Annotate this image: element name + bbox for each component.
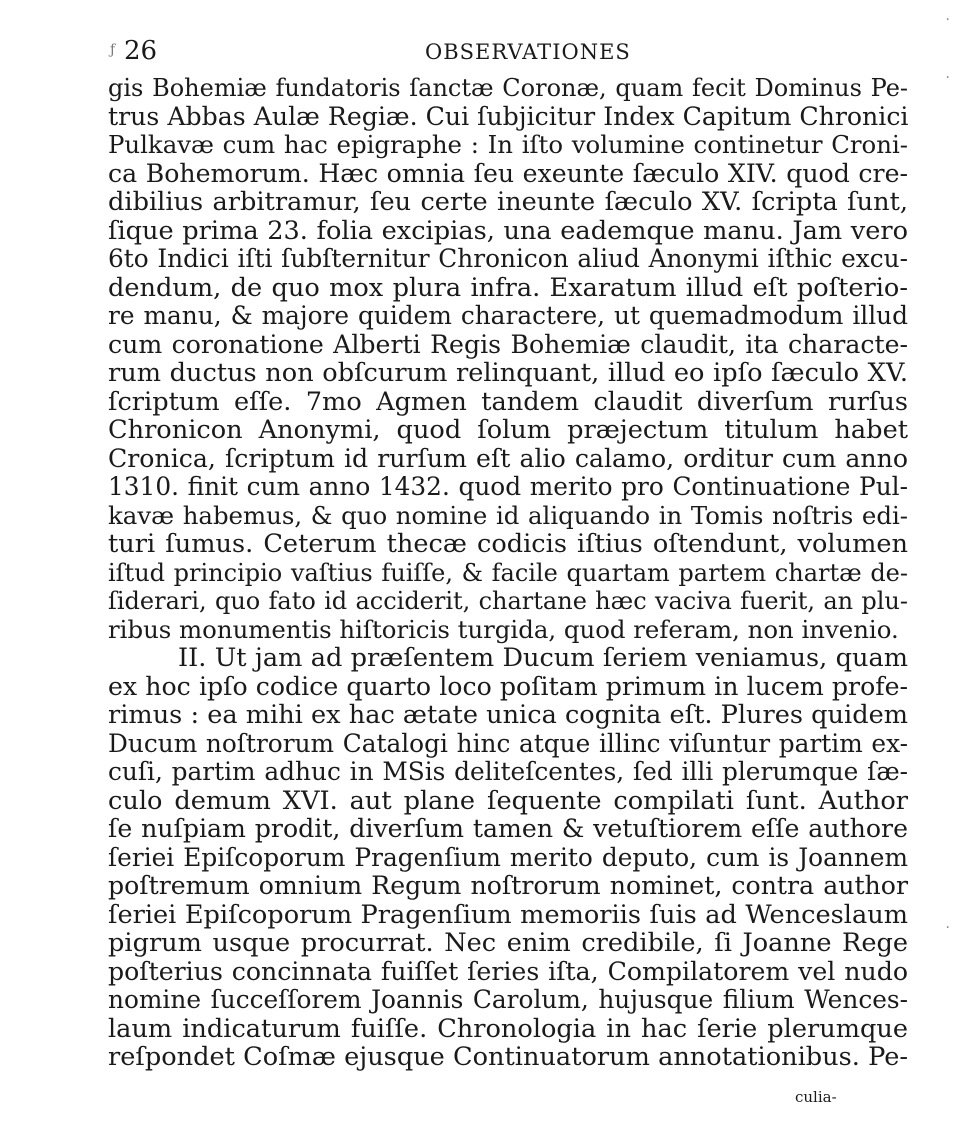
margin-speck: ·	[945, 920, 950, 936]
text-line: turi ſumus. Ceterum thecæ codicis iſtius oſtendunt, volumen	[108, 529, 908, 559]
text-line: cuſi, partim adhuc in MSis deliteſcentes, ſed illi plerumque ſæ-	[108, 757, 908, 786]
text-line: trus Abbas Aulæ Regiæ. Cui ſubjicitur Index Capitum Chronici	[108, 101, 909, 131]
text-line: rum ductus non obſcurum relinquant, illud eo ipſo ſæculo XV.	[108, 358, 908, 388]
text-line: culo demum XVI. aut plane ſequente compilati ſunt. Author	[108, 785, 908, 816]
text-line: dibilius arbitramur, ſeu certe ineunte ſæculo XV. ſcripta ſunt,	[108, 187, 908, 217]
text-line: ex hoc ipſo codice quarto loco poſitam primum in lucem profe-	[108, 671, 908, 701]
text-line: ribus monumentis hiſtoricis turgida, quod referam, non invenio.	[108, 614, 899, 644]
text-line: iſtud principio vaſtius fuiſſe, & facile quartam partem chartæ de-	[108, 558, 908, 587]
text-line: poſterius concinnata fuiſſet ſeries iſta, Compilatorem vel nudo	[108, 956, 908, 986]
text-line: ſe nuſpiam prodit, diverſum tamen & vetuſtiorem eſſe authore	[108, 814, 908, 843]
text-line: II. Ut jam ad præſentem Ducum ſeriem veniamus, quam	[178, 643, 908, 673]
text-line: Pulkavæ cum hac epigraphe : In iſto volumine continetur Croni-	[108, 130, 908, 159]
text-line: ſiderari, quo fato id acciderit, chartane hæc vaciva fuerit, an plu-	[108, 587, 908, 615]
text-line: gis Bohemiæ fundatoris ſanctæ Coronæ, quam fecit Dominus Pe-	[108, 74, 908, 102]
page-number: 26	[124, 36, 158, 66]
text-line: kavæ habemus, & quo nomine id aliquando in Tomis noſtris edi-	[108, 500, 908, 530]
catchword: culia-	[795, 1088, 837, 1106]
text-line: ſeriei Epiſcoporum Pragenſium merito deputo, cum is Joannem	[108, 842, 908, 872]
text-line: pigrum usque procurrat. Nec enim credibile, ſi Joanne Rege	[108, 928, 908, 958]
margin-mark: ƒ	[110, 42, 116, 58]
text-line: ca Bohemorum. Hæc omnia ſeu exeunte ſæculo XIV. quod cre-	[108, 158, 908, 188]
text-line: 1310. finit cum anno 1432. quod merito pro Continuatione Pul-	[108, 472, 908, 501]
text-line: ſcriptum eſſe. 7mo Agmen tandem claudit diverſum rurſus	[108, 386, 908, 417]
text-line: ſique prima 23. folia excipias, una eademque manu. Jam vero	[108, 215, 908, 246]
text-line: 6to Indici iſti ſubſternitur Chronicon aliud Anonymi iſthic excu-	[108, 244, 908, 273]
text-line: rimus : ea mihi ex hac ætate unica cognita eſt. Plures quidem	[108, 700, 909, 730]
text-line: dendum, de quo mox plura infra. Exaratum illud eſt poſterio-	[108, 272, 908, 303]
margin-speck: ·	[945, 12, 950, 28]
text-line: cum coronatione Alberti Regis Bohemiæ claudit, ita characte-	[108, 329, 908, 359]
text-line: ſeriei Epiſcoporum Pragenſium memoriis ſuis ad Wenceslaum	[108, 899, 908, 930]
text-line: laum indicaturum fuiſſe. Chronologia in hac ſerie plerumque	[108, 1013, 908, 1044]
text-line: re manu, & majore quidem charactere, ut quemadmodum illud	[108, 301, 908, 330]
margin-speck: ·	[945, 70, 950, 86]
text-line: poſtremum omnium Regum noſtrorum nominet, contra author	[108, 871, 908, 900]
text-line: reſpondet Coſmæ ejusque Continuatorum annotationibus. Pe-	[108, 1042, 908, 1072]
body-text	[108, 74, 908, 1072]
text-line: Chronicon Anonymi, quod ſolum præjectum titulum habet	[108, 415, 908, 445]
text-line: nomine ſucceſſorem Joannis Carolum, hujusque filium Wences-	[108, 985, 908, 1014]
text-line: Ducum noſtrorum Catalogi hinc atque illinc viſuntur partim ex-	[108, 728, 908, 758]
running-head: OBSERVATIONES	[425, 40, 631, 64]
text-line: Cronica, ſcriptum id rurſum eſt alio calamo, orditur cum anno	[108, 443, 908, 473]
